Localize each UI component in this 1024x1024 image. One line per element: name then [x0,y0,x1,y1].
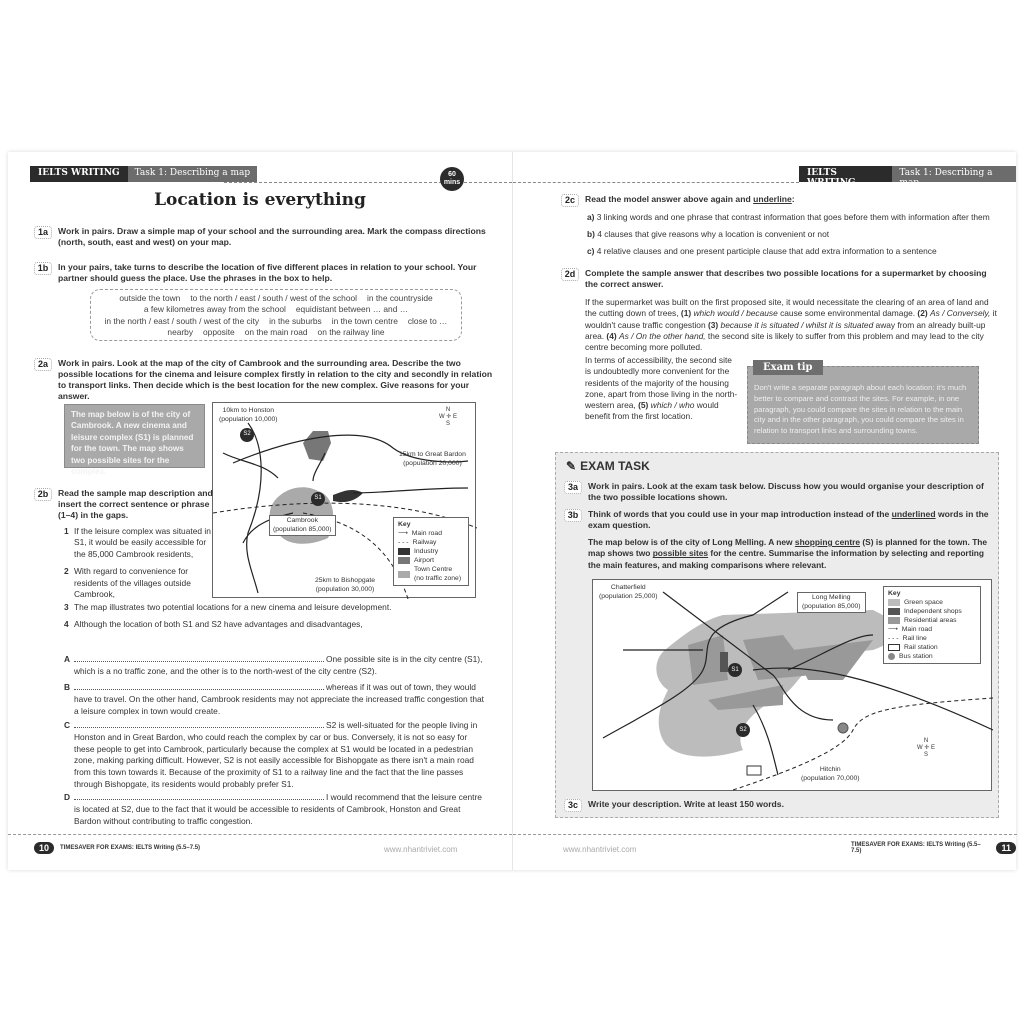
page-number: 10 [34,842,54,854]
options-list-b [64,602,484,637]
long-melling-population: (population 85,000) [802,602,861,610]
phrase: in the countryside [367,293,433,303]
item-text: 4 relative clauses and one present participle clause that add extra information to a sentence [596,246,937,256]
text: it wouldn't cause traffic congestion [585,308,997,330]
compass-n: N [923,738,929,744]
phrase: opposite [203,327,235,338]
question-number: 2a [34,358,52,371]
rail-station-swatch [888,644,900,651]
question-text: Read the sample map description and insert the correct sentence or phrase (1–4) in the gaps. [58,488,213,520]
long-melling-map [592,579,992,791]
residential-swatch [888,617,900,624]
options-list-a [64,526,214,606]
pencil-icon: ✎ [566,459,577,473]
book-spread [8,152,1016,870]
question-number: 1b [34,262,52,275]
header-divider [224,182,512,183]
phrase: a few kilometres away from the school [143,304,286,315]
q2c-item [587,246,1007,257]
s2-label: S2 [243,431,251,437]
industry-swatch [398,548,410,555]
footer-divider [8,834,512,835]
choice-number: (1) [680,308,692,319]
phrase: equidistant between … and … [295,304,409,315]
key-label: Railway [412,539,437,546]
option-number: 2 [64,566,69,577]
phrase-box [90,289,462,341]
footer-url[interactable]: www.nhantriviet.com [563,845,637,854]
airport-swatch [398,557,410,564]
compass-icon: N W ✛ E S [435,407,461,428]
option-item [64,566,214,600]
timer-badge [440,167,464,191]
bishopgate-population: (population 30,000) [315,585,375,593]
option-text: If the leisure complex was situated in S1, it would be easily accessible for the 85,000 Cambrook residents, [74,526,211,559]
cambrook-population: (population 85,000) [273,525,332,533]
shops-swatch [888,608,900,615]
key-label: (no traffic zone) [414,575,462,582]
cambrook-name: Cambrook [286,517,318,524]
key-item [398,565,464,583]
cambrook-map [212,402,476,598]
right-page [512,152,1016,870]
underlined: possible sites [652,548,709,559]
answer-gap[interactable] [74,682,324,690]
phrase: in the suburbs [269,315,322,326]
option-text: With regard to convenience for residents of the villages outside Cambrook, [74,566,191,600]
choice-number: (5) [638,400,649,411]
page-footer [851,842,1016,854]
paragraph-letter: B [64,682,71,692]
page-title: Location is everything [154,190,366,210]
item-text: 4 clauses that give reasons why a location is convenient or not [597,229,830,239]
bardon-population: (population 20,000) [403,459,462,467]
bishopgate-name: 25km to Bishopgate [315,577,376,584]
text: cause some environmental damage. [777,308,918,319]
choice[interactable]: which would / because [693,308,778,319]
key-label: Town Centre [414,566,453,573]
question-2d [561,268,1001,290]
rail-line [733,698,993,790]
question-number: 2c [561,194,579,207]
question-1b [34,262,494,284]
option-item [64,602,484,613]
key-label: Green space [904,599,943,606]
footer-divider [513,834,1017,835]
question-2b [34,488,214,521]
chatterfield-population: (population 25,000) [599,592,658,600]
key-item [888,598,976,607]
arrow-icon: ⟶ [888,626,898,633]
question-number: 1a [34,226,52,239]
green-space-swatch [888,599,900,606]
timer-unit: mins [443,179,461,186]
compass-icon: N W ✛ E S [911,738,941,759]
hitchin-label [801,766,860,783]
compass-w: W [916,745,923,751]
question-text: Work in pairs. Look at the exam task below. Discuss how you would organise your description of the two possible locations shown. [588,481,984,502]
phrase: in the north / east / south / west of the city [104,315,260,326]
key-item [398,529,464,538]
phrase: nearby [167,327,194,338]
key-label: Bus station [899,653,933,660]
question-3c [564,799,992,812]
q2c-item [587,212,1007,223]
q2d-paragraph-1 [585,297,999,353]
choice-number: (2) [917,308,928,319]
question-number: 2b [34,488,52,501]
main-road [753,705,778,775]
phrase: on the main road [244,327,308,338]
text: would benefit from the first location. [585,400,719,422]
bishopgate-label [315,577,375,594]
text: The map below is of the city of Long Melling. A new [588,537,795,547]
header-task: Task 1: Describing a map [128,166,258,182]
s1-label: S1 [731,667,739,673]
key-label: Main road [901,626,932,633]
exam-prompt [588,537,988,571]
question-3b [564,509,992,531]
choice-number: (3) [707,319,719,330]
option-item [64,619,484,630]
text: words in the exam question. [588,509,989,530]
text: the second site is likely to suffer from this problem and may lead to the city centre becoming more polluted. [585,330,984,353]
question-number: 3b [564,509,582,522]
question-2a [34,358,494,402]
question-text [588,509,992,531]
text: for the centre. Summarise the information by selecting and reporting the main features, and making comparisons where relevant. [588,548,985,570]
q2c-item [587,229,1007,240]
phrase: in the town centre [331,315,398,326]
industry-area [333,490,363,502]
paragraph-text: whereas if it was out of town, they would have to travel. On the other hand, Cambrook residents may not appreciate the increased traffic congestion that a leisure complex in town would create. [74,682,484,716]
page-header [799,166,1016,188]
key-item [398,538,464,547]
page-number: 11 [996,842,1016,854]
paragraph-letter: D [64,792,71,802]
key-item [888,652,976,661]
q2c-text: Read the model answer above again and [585,194,754,204]
town-centre-swatch [398,571,410,578]
choice[interactable]: As / Conversely, [930,308,991,319]
answer-gap[interactable] [74,720,324,728]
option-number: 4 [64,619,69,630]
bardon-name: 15km to Great Bardon [399,451,466,458]
compass-s: S [445,421,450,427]
phrase: to the north / east / south / west of the school [190,293,357,303]
header-section: IELTS WRITING [30,166,128,182]
chatterfield-label [599,584,658,601]
paragraph-text: One possible site is in the city centre (S1), which is a no traffic zone, and the other is to the north-west of the city centre (S2). [74,654,483,676]
key-item [888,616,976,625]
key-item [888,643,976,652]
choice[interactable]: because it is situated / whilst it is situated [720,319,874,330]
key-title: Key [888,590,901,597]
key-label: Airport [414,557,435,564]
header-divider [513,182,799,183]
option-text: The map illustrates two potential locations for a new cinema and leisure development. [74,602,392,612]
choice[interactable]: which / who [650,400,695,411]
question-number: 3c [564,799,582,812]
compass-n: N [445,407,451,413]
header-section: IELTS WRITING [799,166,892,182]
question-text: Work in pairs. Draw a simple map of your school and the surrounding area. Mark the compass directions (north, south, east and west) on your map. [58,226,486,247]
chatterfield-name: Chatterfield [610,584,646,591]
key-label: Residential areas [904,617,957,624]
main-road [353,488,468,493]
s2-label: S2 [739,727,747,733]
answer-gap[interactable] [74,792,324,800]
key-label: Independent shops [904,608,962,615]
question-number: 3a [564,481,582,494]
choice[interactable]: As / On the other hand, [619,330,706,341]
key-item [888,625,976,634]
dashed-line-icon: - - - [398,539,409,546]
exam-task-heading [566,459,650,473]
paragraph-b [64,682,484,717]
text: If the supermarket was built on the first proposed site, it would necessitate the clearing of an area of land and the cutting down of trees, [585,297,989,319]
option-number: 3 [64,602,69,612]
answer-gap[interactable] [74,654,324,662]
q2c-underlined: underline [753,194,792,204]
item-label: c) [587,246,595,256]
exam-task-title: EXAM TASK [580,459,650,473]
timer-value: 60 [448,171,456,178]
option-text: Although the location of both S1 and S2 have advantages and disadvantages, [74,619,363,630]
arrow-icon: ⟶ [398,530,408,537]
key-item [398,556,464,565]
main-road [223,453,278,478]
question-2c [561,194,1001,207]
compass-e: E [931,745,936,751]
key-item [398,547,464,556]
rail-station [747,766,761,775]
footer-url[interactable]: www.nhantriviet.com [384,845,458,854]
compass-s: S [923,752,928,758]
page-footer [34,842,200,854]
honston-label [219,407,278,424]
paragraph-letter: A [64,654,71,664]
paragraph-c [64,720,484,791]
item-label: a) [587,212,595,222]
paragraph-d [64,792,484,827]
s1-label: S1 [314,495,322,501]
option-number: 1 [64,526,69,536]
text: (S) is planned for the town. The map shows two [588,537,988,559]
phrase: on the railway line [317,327,385,338]
question-3a [564,481,992,503]
phrase: close to … [407,315,448,326]
question-text: Work in pairs. Look at the map of the city of Cambrook and the surrounding area. Describe the two possible locations for the cinema and leisure complex firstly in relation to the city and secondly in relation to transport links. Then decide which is the best location for the new complex. Give reasons for your answer. [58,358,493,401]
question-1a [34,226,494,248]
paragraph-text: I would recommend that the leisure centre is located at S2, due to the fact that it would be accessible to residents of Cambrook, Honston and Great Bardon without contributing to traffic congestion. [74,792,482,826]
item-text: 3 linking words and one phrase that contrast information that goes before them with information after them [596,212,990,222]
question-text: Complete the sample answer that describes two possible locations for a supermarket by choosing the correct answer. [585,268,987,289]
paragraph-letter: C [64,720,71,730]
exam-tip-title: Exam tip [753,360,823,375]
great-bardon-label [399,451,466,468]
book-title: TIMESAVER FOR EXAMS: IELTS Writing (5.5–7.5) [851,842,981,854]
page-header [30,166,257,182]
question-text: Write your description. Write at least 150 words. [588,799,784,809]
text: Think of words that you could use in your map introduction instead of the [588,509,892,519]
key-title: Key [398,521,411,528]
paragraph-a [64,654,484,678]
map-intro-box: The map below is of the city of Cambrook. A new cinema and leisure complex (S1) is planned for the town. The map shows two possible sites for the complex. [64,404,205,468]
paragraph-text: S2 is well-situated for the people living in Honston and in Great Bardon, who could reach the complex by car or bus. Conversely, it is not so easy for these people to get into Cambrook, particularly because the complex at S1 would be located in a pedestrian zone, making parking difficult. However, S2 is not easily accessible for Bishopgate as there isn't a main road from this town towards it. Because of the proximity of S1 to a railway line and the fact that the line passes through Bishopgate, its residents would probably prefer S1. [74,720,478,789]
text: away from an already built-up area. [585,319,986,341]
text: In terms of accessibility, the second site is undoubtedly more convenient for the residents of the majority of the housing zone, apart from those living in the north-western area, [585,355,738,411]
compass-e: E [453,414,458,420]
compass-w: W [438,414,445,420]
key-item [888,634,976,643]
header-task: Task 1: Describing a map [892,166,1016,182]
question-text: In your pairs, take turns to describe the location of five different places in relation to your school. Your partner should guess the place. Use the phrases in the box to help. [58,262,477,283]
map-key [883,586,981,664]
honston-name: 10km to Honston [222,407,274,414]
key-label: Rail line [902,635,927,642]
question-number: 2d [561,268,579,281]
cambrook-label [269,515,336,536]
q2d-paragraph-2 [585,355,739,423]
choice-number: (4) [606,330,617,341]
airport-area [303,431,331,461]
key-label: Rail station [904,644,938,651]
map-key [393,517,469,586]
bus-station [838,723,848,733]
book-title: TIMESAVER FOR EXAMS: IELTS Writing (5.5–7.5) [60,845,201,851]
key-label: Industry [414,548,439,555]
hitchin-population: (population 70,000) [801,774,860,782]
q2c-colon: : [791,194,795,204]
left-page [8,152,512,870]
exam-task-box [555,452,999,818]
dashed-line-icon: - - - [888,635,899,642]
item-label: b) [587,229,595,239]
option-item [64,526,214,560]
exam-tip-box: Don't write a separate paragraph about each location: it's much better to compare and contrast the sites. For example, in one paragraph, you could compare the sites in relation to the main city and in the other paragraph, you could compare the sites in relation to transport links and surrounding towns. [747,366,979,444]
bus-station-swatch [888,653,895,660]
question-text [585,194,795,207]
key-label: Main road [411,530,442,537]
key-item [888,607,976,616]
underlined: shopping centre [794,537,861,547]
honston-population: (population 10,000) [219,415,278,423]
q2c-list [587,212,1007,263]
long-melling-name: Long Melling [812,594,851,601]
long-melling-label [797,592,866,613]
hitchin-name: Hitchin [819,766,841,773]
phrase: outside the town [119,293,181,303]
underlined: underlined [891,509,936,519]
